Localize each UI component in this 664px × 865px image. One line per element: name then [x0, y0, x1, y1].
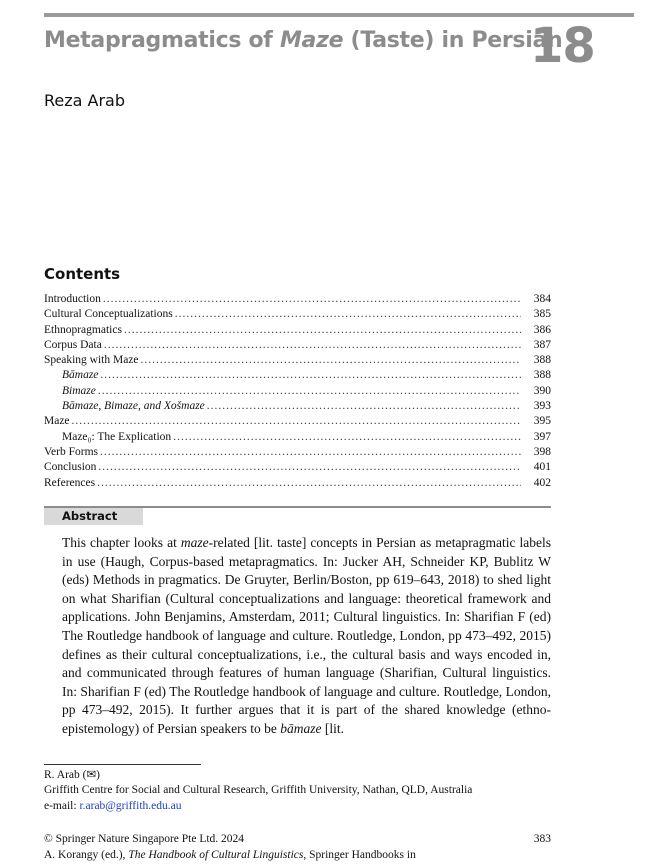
toc-leader-dots [175, 307, 521, 322]
toc-entry-page: 388 [533, 369, 551, 382]
toc-entry-page: 395 [533, 415, 551, 428]
toc-leader-dots [207, 399, 521, 414]
handbook-citation [44, 849, 416, 861]
toc-entry-label: Bāmaze, Bimaze, and Xošmaze [62, 400, 205, 413]
cite-title: The Handbook of Cultural Linguistics [128, 849, 304, 861]
chapter-title [44, 28, 562, 53]
toc-entry-page: 387 [533, 338, 551, 351]
footnote-author: R. Arab (✉) [44, 769, 100, 781]
title-pre: Metapragmatics of [44, 28, 280, 53]
toc-entry-page: 386 [533, 323, 551, 336]
toc-entry[interactable] [44, 445, 551, 460]
toc-entry-page: 388 [533, 354, 551, 367]
toc-leader-dots [72, 414, 521, 429]
title-italic: Maze [279, 28, 344, 53]
toc-leader-dots [104, 338, 521, 353]
toc-entry-label: Speaking with Maze [44, 354, 139, 367]
toc-entry-label: Cultural Conceptualizations [44, 308, 173, 321]
toc-entry-label: Verb Forms [44, 445, 98, 458]
toc-entry[interactable] [44, 399, 551, 414]
copyright: © Springer Nature Singapore Pte Ltd. 2024 [44, 833, 245, 845]
email-link[interactable]: r.arab@griffith.edu.au [79, 799, 182, 812]
chapter-number: 18 [530, 18, 595, 74]
toc-entry[interactable] [44, 414, 551, 429]
abstract-heading: Abstract [44, 508, 143, 525]
toc-entry-label: Bāmaze [62, 369, 99, 382]
title-post: (Taste) in Persian [343, 28, 563, 53]
footnote-rule [44, 764, 201, 765]
toc-leader-dots [98, 384, 521, 399]
abstract-part-1: This chapter looks at [62, 535, 181, 550]
toc-entry[interactable] [44, 430, 551, 445]
toc-leader-dots [97, 476, 521, 491]
toc-entry-page: 384 [533, 293, 551, 305]
toc-leader-dots [141, 353, 521, 368]
top-rule [44, 13, 634, 17]
cite-post: , Springer Handbooks in [303, 849, 416, 861]
toc-entry-page: 402 [533, 476, 551, 489]
toc-entry-label: Ethnopragmatics [44, 323, 122, 336]
toc-entry-label: References [44, 476, 96, 489]
toc-entry-label: Conclusion [44, 461, 97, 474]
toc-leader-dots [100, 445, 521, 460]
toc-entry[interactable] [44, 323, 551, 338]
abstract-term-maze: maze [180, 535, 209, 550]
abstract-term-bamaze: bāmaze [280, 720, 322, 736]
abstract-part-2: -related [lit. taste] concepts in Persian as metapragmatic labels in use (Haugh, Corpus-based metapragmatics. In: Jucker AH, Schneider KP, Bublitz W (eds) Methods in pragmatics. De Gruyter, Berlin/Boston, pp 619–643, 2018) to shed light on what Sharifian (Cultural conceptualizations and language: theoretical framework and applications. John Benjamins, Amsterdam, 2011; Cultural linguistics. In: Sharifian F (ed) The Routledge handbook of language and culture. Routledge, London, pp 473–492, 2015) defines as their cultural conceptualizations, i.e., the cultural basis and ways encoded in, and communicated through features of human language (Sharifian, Cultural linguistics. In: Sharifian F (ed) The Routledge handbook of language and culture. Routledge, London, pp 473–492, 2015). It further argues that it is part of the shared knowledge (ethno-epistemology) of Persian speakers to be [62, 535, 551, 736]
toc-entry[interactable] [44, 292, 551, 307]
toc-entry-label: Bimaze [62, 384, 96, 397]
author-name: Reza Arab [44, 91, 126, 110]
toc-entry-label: Maze₀: The Explication [62, 430, 172, 443]
toc-entry[interactable] [44, 384, 551, 399]
toc-entry-page: 393 [533, 400, 551, 413]
page-number: 383 [533, 833, 551, 845]
footnote [44, 768, 472, 814]
toc-entry-label: Corpus Data [44, 338, 102, 351]
toc-leader-dots [173, 430, 521, 445]
toc-leader-dots [98, 460, 521, 475]
email-label: e-mail: [44, 799, 80, 812]
toc-entry-label: Introduction [44, 293, 101, 305]
toc-entry-label: Maze [44, 415, 70, 428]
toc-entry[interactable] [44, 460, 551, 475]
footnote-affiliation: Griffith Centre for Social and Cultural Research, Griffith University, Nathan, QLD, Australia [44, 784, 473, 797]
toc-leader-dots [100, 368, 521, 383]
toc-leader-dots [103, 292, 521, 307]
abstract-text [62, 534, 551, 739]
footnote-email-line [44, 799, 472, 814]
abstract-part-3: [lit. [321, 720, 344, 736]
contents-heading: Contents [44, 265, 121, 283]
toc-entry[interactable] [44, 476, 551, 491]
table-of-contents [44, 292, 551, 491]
toc-entry-page: 401 [533, 461, 551, 474]
cite-pre: A. Korangy (ed.), [44, 849, 129, 861]
toc-entry-page: 390 [533, 384, 551, 397]
toc-entry[interactable] [44, 353, 551, 368]
toc-entry[interactable] [44, 307, 551, 322]
toc-entry-page: 397 [533, 430, 551, 443]
toc-entry[interactable] [44, 368, 551, 383]
toc-leader-dots [124, 323, 521, 338]
toc-entry-page: 398 [533, 445, 551, 458]
toc-entry-page: 385 [533, 308, 551, 321]
toc-entry[interactable] [44, 338, 551, 353]
